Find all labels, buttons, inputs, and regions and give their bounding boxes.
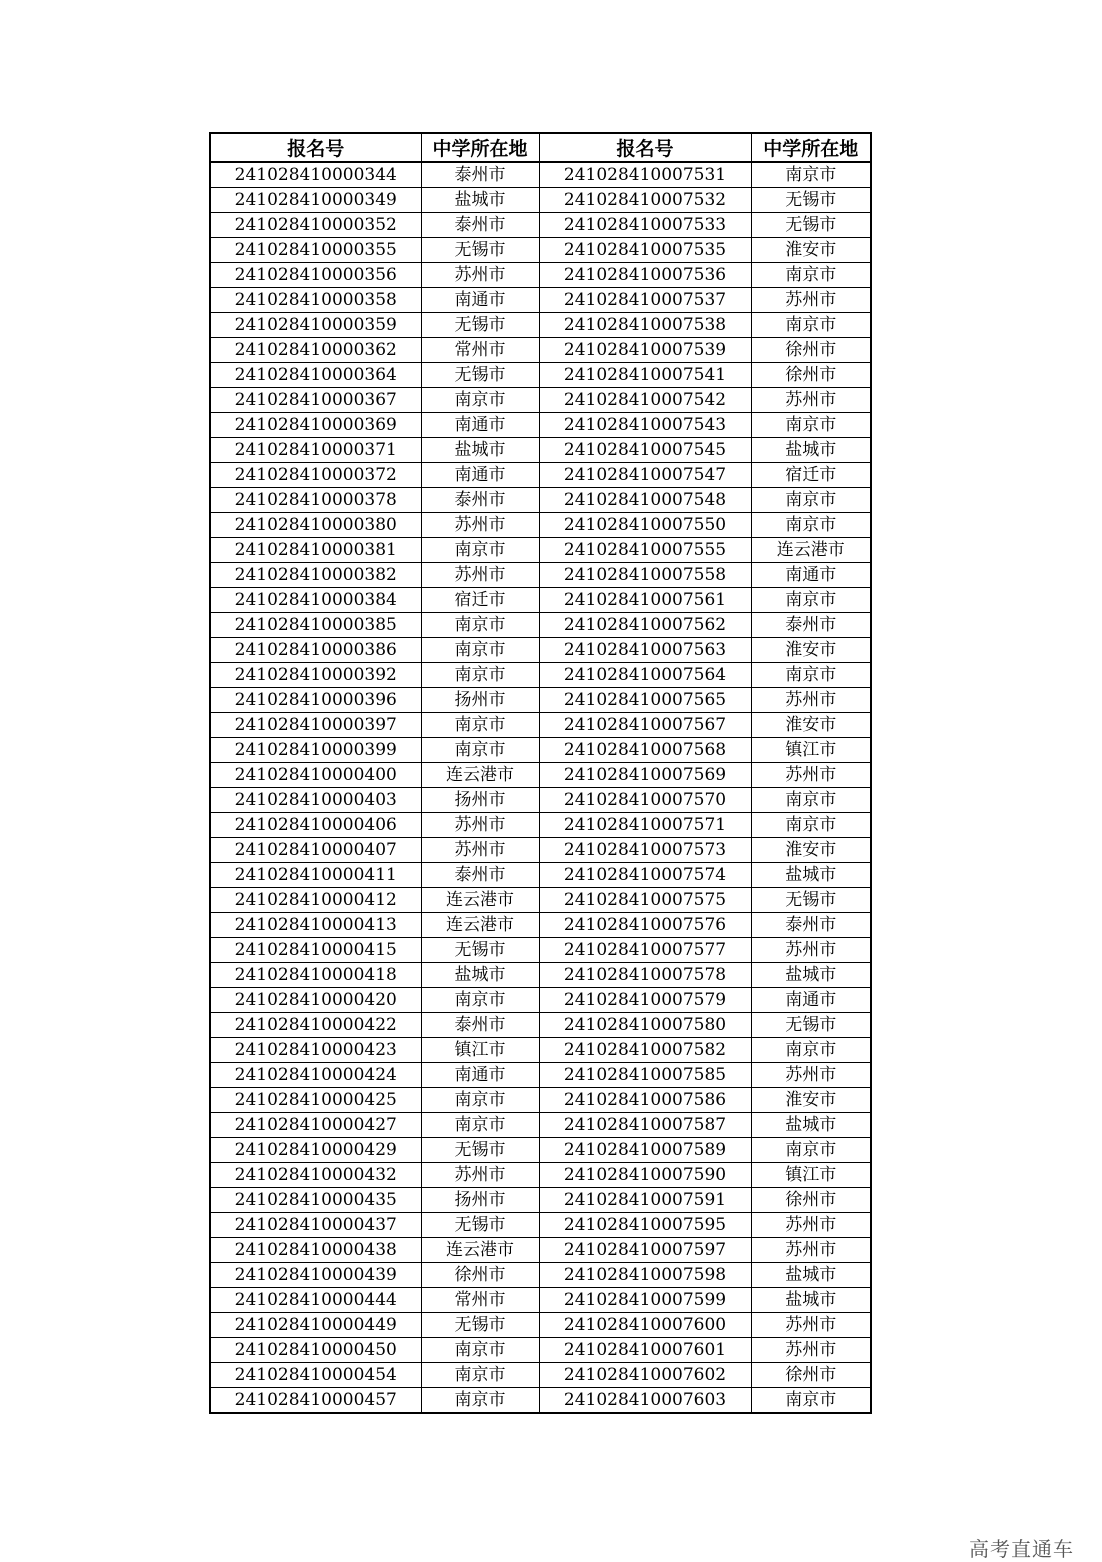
school-location-cell: 盐城市 — [751, 1113, 871, 1138]
reg-no-cell: 241028410007542 — [539, 388, 751, 413]
reg-no-cell: 241028410000372 — [210, 463, 421, 488]
school-location-cell: 南京市 — [751, 1138, 871, 1163]
header-school-location-1: 中学所在地 — [421, 133, 539, 162]
reg-no-cell: 241028410000412 — [210, 888, 421, 913]
table-row — [210, 1288, 871, 1313]
table-row — [210, 1163, 871, 1188]
school-location-cell: 盐城市 — [421, 188, 539, 213]
school-location-cell: 淮安市 — [751, 238, 871, 263]
reg-no-cell: 241028410000418 — [210, 963, 421, 988]
school-location-cell: 苏州市 — [751, 1063, 871, 1088]
reg-no-cell: 241028410000392 — [210, 663, 421, 688]
reg-no-cell: 241028410000362 — [210, 338, 421, 363]
reg-no-cell: 241028410000432 — [210, 1163, 421, 1188]
table-row — [210, 938, 871, 963]
reg-no-cell: 241028410007571 — [539, 813, 751, 838]
table-row — [210, 1038, 871, 1063]
school-location-cell: 苏州市 — [751, 763, 871, 788]
table-row — [210, 963, 871, 988]
school-location-cell: 泰州市 — [751, 913, 871, 938]
table-row — [210, 438, 871, 463]
school-location-cell: 盐城市 — [751, 1263, 871, 1288]
school-location-cell: 南京市 — [421, 1338, 539, 1363]
school-location-cell: 连云港市 — [421, 763, 539, 788]
reg-no-cell: 241028410007561 — [539, 588, 751, 613]
school-location-cell: 南京市 — [421, 988, 539, 1013]
table-row — [210, 588, 871, 613]
school-location-cell: 南京市 — [421, 738, 539, 763]
school-location-cell: 无锡市 — [751, 1013, 871, 1038]
header-reg-no-1: 报名号 — [210, 133, 421, 162]
reg-no-cell: 241028410000449 — [210, 1313, 421, 1338]
reg-no-cell: 241028410007595 — [539, 1213, 751, 1238]
school-location-cell: 南京市 — [421, 388, 539, 413]
table-row — [210, 888, 871, 913]
table-row — [210, 1113, 871, 1138]
school-location-cell: 常州市 — [421, 1288, 539, 1313]
table-row — [210, 613, 871, 638]
school-location-cell: 盐城市 — [421, 963, 539, 988]
school-location-cell: 泰州市 — [421, 213, 539, 238]
school-location-cell: 徐州市 — [421, 1263, 539, 1288]
reg-no-cell: 241028410007547 — [539, 463, 751, 488]
reg-no-cell: 241028410007585 — [539, 1063, 751, 1088]
school-location-cell: 连云港市 — [751, 538, 871, 563]
school-location-cell: 连云港市 — [421, 888, 539, 913]
reg-no-cell: 241028410000369 — [210, 413, 421, 438]
reg-no-cell: 241028410000435 — [210, 1188, 421, 1213]
registration-table — [209, 132, 872, 1414]
table-row — [210, 238, 871, 263]
reg-no-cell: 241028410007545 — [539, 438, 751, 463]
school-location-cell: 苏州市 — [751, 288, 871, 313]
reg-no-cell: 241028410007531 — [539, 162, 751, 188]
header-reg-no-2: 报名号 — [539, 133, 751, 162]
school-location-cell: 南京市 — [421, 538, 539, 563]
reg-no-cell: 241028410007567 — [539, 713, 751, 738]
school-location-cell: 苏州市 — [421, 513, 539, 538]
school-location-cell: 苏州市 — [751, 688, 871, 713]
table-row — [210, 413, 871, 438]
reg-no-cell: 241028410007548 — [539, 488, 751, 513]
school-location-cell: 淮安市 — [751, 1088, 871, 1113]
reg-no-cell: 241028410000371 — [210, 438, 421, 463]
reg-no-cell: 241028410007578 — [539, 963, 751, 988]
reg-no-cell: 241028410007575 — [539, 888, 751, 913]
table-row — [210, 788, 871, 813]
table-row — [210, 388, 871, 413]
reg-no-cell: 241028410000385 — [210, 613, 421, 638]
school-location-cell: 南京市 — [751, 413, 871, 438]
school-location-cell: 南京市 — [751, 588, 871, 613]
table-row — [210, 488, 871, 513]
table-row — [210, 313, 871, 338]
table-row — [210, 338, 871, 363]
school-location-cell: 连云港市 — [421, 913, 539, 938]
school-location-cell: 苏州市 — [421, 1163, 539, 1188]
table-row — [210, 838, 871, 863]
school-location-cell: 南京市 — [421, 1363, 539, 1388]
school-location-cell: 镇江市 — [751, 738, 871, 763]
school-location-cell: 苏州市 — [421, 563, 539, 588]
reg-no-cell: 241028410007597 — [539, 1238, 751, 1263]
school-location-cell: 无锡市 — [421, 238, 539, 263]
reg-no-cell: 241028410007586 — [539, 1088, 751, 1113]
table-row — [210, 213, 871, 238]
table-row — [210, 988, 871, 1013]
reg-no-cell: 241028410000427 — [210, 1113, 421, 1138]
school-location-cell: 无锡市 — [751, 213, 871, 238]
reg-no-cell: 241028410000444 — [210, 1288, 421, 1313]
school-location-cell: 淮安市 — [751, 713, 871, 738]
header-row — [210, 133, 871, 162]
school-location-cell: 泰州市 — [751, 613, 871, 638]
reg-no-cell: 241028410000399 — [210, 738, 421, 763]
school-location-cell: 盐城市 — [751, 438, 871, 463]
school-location-cell: 南通市 — [421, 463, 539, 488]
reg-no-cell: 241028410007587 — [539, 1113, 751, 1138]
reg-no-cell: 241028410007537 — [539, 288, 751, 313]
reg-no-cell: 241028410000457 — [210, 1388, 421, 1414]
reg-no-cell: 241028410007532 — [539, 188, 751, 213]
reg-no-cell: 241028410000423 — [210, 1038, 421, 1063]
reg-no-cell: 241028410007558 — [539, 563, 751, 588]
school-location-cell: 无锡市 — [421, 938, 539, 963]
school-location-cell: 南京市 — [751, 162, 871, 188]
school-location-cell: 无锡市 — [421, 1213, 539, 1238]
school-location-cell: 南通市 — [421, 288, 539, 313]
school-location-cell: 镇江市 — [421, 1038, 539, 1063]
reg-no-cell: 241028410000415 — [210, 938, 421, 963]
school-location-cell: 无锡市 — [751, 888, 871, 913]
school-location-cell: 南京市 — [421, 613, 539, 638]
school-location-cell: 南京市 — [421, 638, 539, 663]
reg-no-cell: 241028410000397 — [210, 713, 421, 738]
table-row — [210, 813, 871, 838]
reg-no-cell: 241028410000352 — [210, 213, 421, 238]
school-location-cell: 泰州市 — [421, 162, 539, 188]
school-location-cell: 无锡市 — [751, 188, 871, 213]
table-row — [210, 713, 871, 738]
reg-no-cell: 241028410000396 — [210, 688, 421, 713]
school-location-cell: 苏州市 — [421, 263, 539, 288]
reg-no-cell: 241028410000378 — [210, 488, 421, 513]
reg-no-cell: 241028410007568 — [539, 738, 751, 763]
school-location-cell: 苏州市 — [421, 813, 539, 838]
reg-no-cell: 241028410000437 — [210, 1213, 421, 1238]
reg-no-cell: 241028410000429 — [210, 1138, 421, 1163]
reg-no-cell: 241028410000381 — [210, 538, 421, 563]
reg-no-cell: 241028410000454 — [210, 1363, 421, 1388]
reg-no-cell: 241028410000358 — [210, 288, 421, 313]
reg-no-cell: 241028410000420 — [210, 988, 421, 1013]
reg-no-cell: 241028410007539 — [539, 338, 751, 363]
reg-no-cell: 241028410000386 — [210, 638, 421, 663]
reg-no-cell: 241028410000382 — [210, 563, 421, 588]
school-location-cell: 徐州市 — [751, 338, 871, 363]
school-location-cell: 南京市 — [751, 513, 871, 538]
reg-no-cell: 241028410007565 — [539, 688, 751, 713]
school-location-cell: 南通市 — [421, 1063, 539, 1088]
school-location-cell: 扬州市 — [421, 1188, 539, 1213]
reg-no-cell: 241028410007543 — [539, 413, 751, 438]
school-location-cell: 徐州市 — [751, 1363, 871, 1388]
school-location-cell: 无锡市 — [421, 1313, 539, 1338]
table-row — [210, 1213, 871, 1238]
reg-no-cell: 241028410007577 — [539, 938, 751, 963]
school-location-cell: 徐州市 — [751, 1188, 871, 1213]
table-body — [210, 162, 871, 1413]
school-location-cell: 南通市 — [421, 413, 539, 438]
school-location-cell: 盐城市 — [751, 863, 871, 888]
reg-no-cell: 241028410007563 — [539, 638, 751, 663]
table-row — [210, 863, 871, 888]
table-row — [210, 1238, 871, 1263]
school-location-cell: 南京市 — [751, 313, 871, 338]
school-location-cell: 无锡市 — [421, 1138, 539, 1163]
reg-no-cell: 241028410000438 — [210, 1238, 421, 1263]
school-location-cell: 淮安市 — [751, 638, 871, 663]
reg-no-cell: 241028410007601 — [539, 1338, 751, 1363]
table-row — [210, 688, 871, 713]
reg-no-cell: 241028410000384 — [210, 588, 421, 613]
school-location-cell: 宿迁市 — [421, 588, 539, 613]
school-location-cell: 镇江市 — [751, 1163, 871, 1188]
school-location-cell: 南京市 — [751, 788, 871, 813]
table-row — [210, 638, 871, 663]
reg-no-cell: 241028410007582 — [539, 1038, 751, 1063]
school-location-cell: 宿迁市 — [751, 463, 871, 488]
reg-no-cell: 241028410000422 — [210, 1013, 421, 1038]
table-row — [210, 1188, 871, 1213]
table-row — [210, 563, 871, 588]
school-location-cell: 无锡市 — [421, 363, 539, 388]
reg-no-cell: 241028410000355 — [210, 238, 421, 263]
table-row — [210, 1313, 871, 1338]
reg-no-cell: 241028410007536 — [539, 263, 751, 288]
reg-no-cell: 241028410007602 — [539, 1363, 751, 1388]
reg-no-cell: 241028410007562 — [539, 613, 751, 638]
reg-no-cell: 241028410007570 — [539, 788, 751, 813]
table-row — [210, 162, 871, 188]
school-location-cell: 南京市 — [421, 1388, 539, 1414]
reg-no-cell: 241028410000344 — [210, 162, 421, 188]
reg-no-cell: 241028410007580 — [539, 1013, 751, 1038]
school-location-cell: 无锡市 — [421, 313, 539, 338]
reg-no-cell: 241028410007564 — [539, 663, 751, 688]
school-location-cell: 南京市 — [751, 1038, 871, 1063]
table-row — [210, 1013, 871, 1038]
table-row — [210, 1263, 871, 1288]
school-location-cell: 苏州市 — [751, 1313, 871, 1338]
reg-no-cell: 241028410000407 — [210, 838, 421, 863]
school-location-cell: 苏州市 — [751, 938, 871, 963]
school-location-cell: 南京市 — [421, 663, 539, 688]
school-location-cell: 南京市 — [421, 1113, 539, 1138]
table-row — [210, 363, 871, 388]
table-row — [210, 513, 871, 538]
table-row — [210, 663, 871, 688]
table-row — [210, 1138, 871, 1163]
reg-no-cell: 241028410007573 — [539, 838, 751, 863]
reg-no-cell: 241028410007600 — [539, 1313, 751, 1338]
reg-no-cell: 241028410007598 — [539, 1263, 751, 1288]
school-location-cell: 苏州市 — [421, 838, 539, 863]
reg-no-cell: 241028410000450 — [210, 1338, 421, 1363]
table-row — [210, 1088, 871, 1113]
reg-no-cell: 241028410007579 — [539, 988, 751, 1013]
school-location-cell: 苏州市 — [751, 1213, 871, 1238]
watermark-text: 高考直通车 — [969, 1537, 1074, 1561]
reg-no-cell: 241028410000413 — [210, 913, 421, 938]
school-location-cell: 泰州市 — [421, 863, 539, 888]
reg-no-cell: 241028410007533 — [539, 213, 751, 238]
reg-no-cell: 241028410007591 — [539, 1188, 751, 1213]
reg-no-cell: 241028410000439 — [210, 1263, 421, 1288]
reg-no-cell: 241028410000425 — [210, 1088, 421, 1113]
reg-no-cell: 241028410000400 — [210, 763, 421, 788]
reg-no-cell: 241028410007589 — [539, 1138, 751, 1163]
school-location-cell: 南通市 — [751, 563, 871, 588]
school-location-cell: 南京市 — [751, 263, 871, 288]
school-location-cell: 苏州市 — [751, 1238, 871, 1263]
table-row — [210, 1063, 871, 1088]
school-location-cell: 南京市 — [421, 713, 539, 738]
reg-no-cell: 241028410007538 — [539, 313, 751, 338]
reg-no-cell: 241028410007576 — [539, 913, 751, 938]
table-row — [210, 1388, 871, 1414]
school-location-cell: 南通市 — [751, 988, 871, 1013]
reg-no-cell: 241028410000349 — [210, 188, 421, 213]
table-row — [210, 188, 871, 213]
school-location-cell: 南京市 — [421, 1088, 539, 1113]
school-location-cell: 苏州市 — [751, 1338, 871, 1363]
school-location-cell: 南京市 — [751, 1388, 871, 1414]
reg-no-cell: 241028410000364 — [210, 363, 421, 388]
table-row — [210, 288, 871, 313]
school-location-cell: 徐州市 — [751, 363, 871, 388]
reg-no-cell: 241028410007541 — [539, 363, 751, 388]
school-location-cell: 常州市 — [421, 338, 539, 363]
table-row — [210, 1338, 871, 1363]
school-location-cell: 南京市 — [751, 488, 871, 513]
school-location-cell: 盐城市 — [421, 438, 539, 463]
school-location-cell: 苏州市 — [751, 388, 871, 413]
table-row — [210, 913, 871, 938]
reg-no-cell: 241028410007574 — [539, 863, 751, 888]
reg-no-cell: 241028410000411 — [210, 863, 421, 888]
reg-no-cell: 241028410007569 — [539, 763, 751, 788]
reg-no-cell: 241028410000367 — [210, 388, 421, 413]
school-location-cell: 盐城市 — [751, 1288, 871, 1313]
school-location-cell: 泰州市 — [421, 488, 539, 513]
reg-no-cell: 241028410000356 — [210, 263, 421, 288]
header-school-location-2: 中学所在地 — [751, 133, 871, 162]
school-location-cell: 南京市 — [751, 663, 871, 688]
reg-no-cell: 241028410000403 — [210, 788, 421, 813]
table-row — [210, 463, 871, 488]
school-location-cell: 泰州市 — [421, 1013, 539, 1038]
school-location-cell: 连云港市 — [421, 1238, 539, 1263]
reg-no-cell: 241028410000359 — [210, 313, 421, 338]
reg-no-cell: 241028410007603 — [539, 1388, 751, 1414]
table-row — [210, 763, 871, 788]
table-row — [210, 1363, 871, 1388]
school-location-cell: 淮安市 — [751, 838, 871, 863]
reg-no-cell: 241028410007550 — [539, 513, 751, 538]
reg-no-cell: 241028410000380 — [210, 513, 421, 538]
school-location-cell: 扬州市 — [421, 688, 539, 713]
school-location-cell: 盐城市 — [751, 963, 871, 988]
reg-no-cell: 241028410000406 — [210, 813, 421, 838]
table-row — [210, 538, 871, 563]
reg-no-cell: 241028410007555 — [539, 538, 751, 563]
school-location-cell: 扬州市 — [421, 788, 539, 813]
table-row — [210, 263, 871, 288]
reg-no-cell: 241028410007590 — [539, 1163, 751, 1188]
reg-no-cell: 241028410007599 — [539, 1288, 751, 1313]
reg-no-cell: 241028410007535 — [539, 238, 751, 263]
reg-no-cell: 241028410000424 — [210, 1063, 421, 1088]
school-location-cell: 南京市 — [751, 813, 871, 838]
table-row — [210, 738, 871, 763]
